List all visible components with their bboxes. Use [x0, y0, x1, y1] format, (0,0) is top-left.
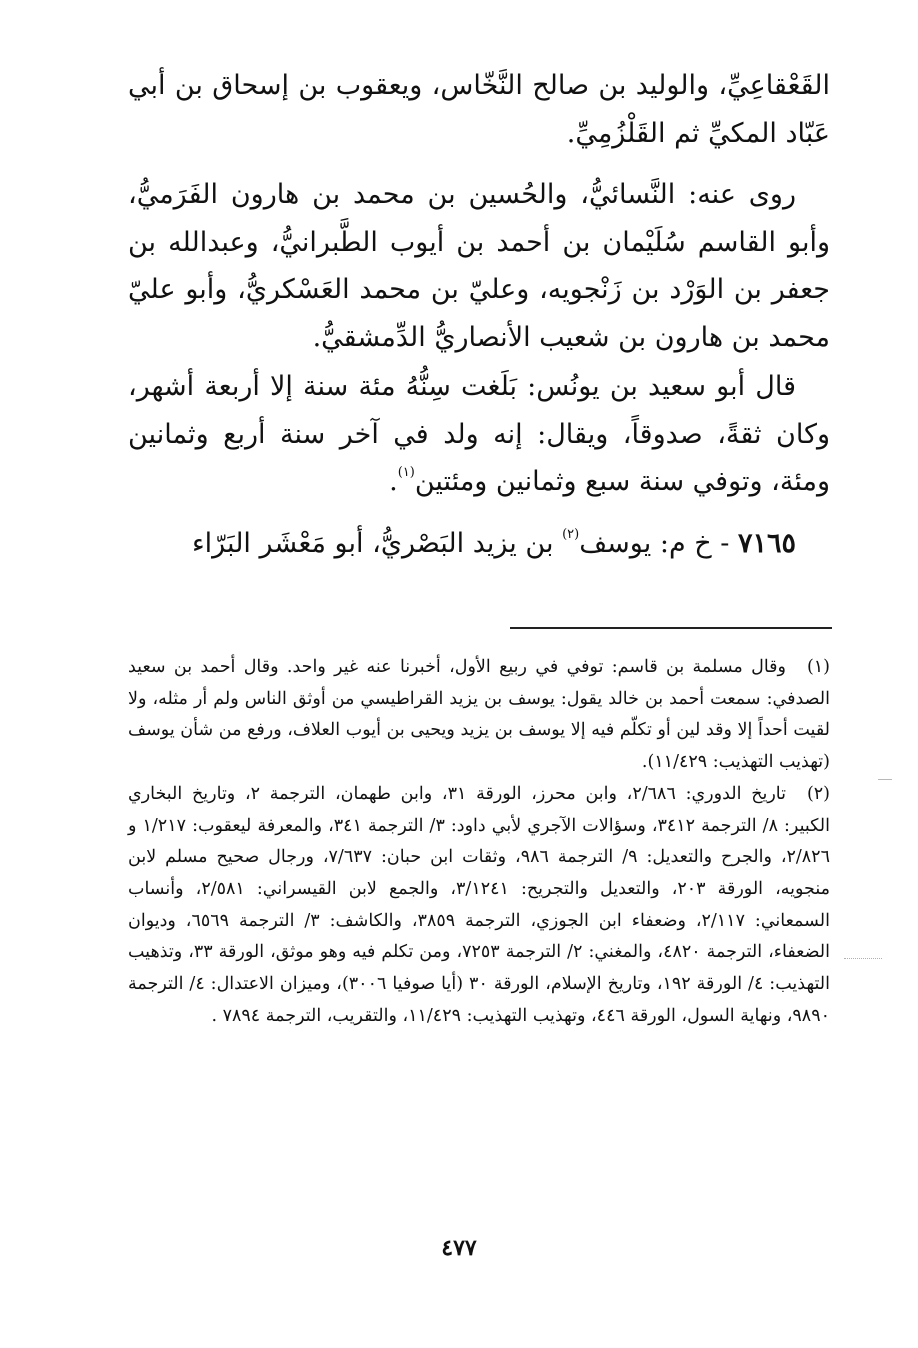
- footnotes: [128, 652, 830, 1032]
- biography-entry-heading: [128, 520, 830, 568]
- footnote-2: [128, 779, 830, 1033]
- footnote-ref-1: (١): [397, 465, 415, 480]
- scan-artifact-mark: [878, 779, 892, 780]
- footnote-1-marker: (١): [806, 657, 830, 677]
- main-text: [128, 62, 830, 567]
- footnote-2-marker: (٢): [806, 783, 830, 804]
- paragraph-ibn-yunus-text: قال أبو سعيد بن يونُس: بَلَغت سِنُّهُ مئة سنة إلا أربعة أشهر، وكان ثقةً، صدوقاً، ويقال: إنه ولد في آخر سنة أربع وثمانين ومئة، وتوفي سنة سبع وثمانين ومئتين: [128, 371, 830, 497]
- footnote-1-text: وقال مسلمة بن قاسم: توفي في ربيع الأول، أخبرنا عنه غير واحد. وقال أحمد بن سعيد الصدفي: سمعت أحمد بن خالد يقول: يوسف بن يزيد القراطيسي من أوثق الناس ولم أر مثله، ولا لقيت أحداً إلا وقد لين أو تكلّم فيه إلا يوسف بن يزيد ويحيى بن أيوب العلاف، ورفع من شأن يوسف (تهذيب التهذيب: ١١/٤٢٩).: [128, 657, 830, 773]
- entry-name-rest: بن يزيد البَصْريُّ، أبو مَعْشَر البَرّاء: [191, 527, 554, 559]
- footnote-1: [128, 652, 830, 779]
- page-number: ٤٧٧: [441, 1235, 477, 1261]
- scan-artifact-mark: [844, 958, 882, 959]
- paragraph-narrators: روى عنه: النَّسائيُّ، والحُسين بن محمد بن هارون الفَرَميُّ، وأبو القاسم سُلَيْمان بن أحمد بن أيوب الطَّبرانيُّ، وعبدالله بن جعفر بن الوَرْد بن زَنْجويه، وعليّ بن محمد العَسْكريُّ، وأبو عليّ محمد بن هارون بن شعيب الأنصاريُّ الدِّمشقيُّ.: [128, 179, 830, 353]
- footnote-separator: [510, 627, 832, 629]
- paragraph-ibn-yunus: [128, 363, 830, 506]
- paragraph-continuation: القَعْقاعِيِّ، والوليد بن صالح النَّخّاس، ويعقوب بن إسحاق بن أبي عَبّاد المكيِّ ثم القَلْزُمِيِّ.: [128, 70, 830, 149]
- entry-number: ٧١٦٥: [737, 527, 796, 559]
- entry-codes: - خ م:: [659, 527, 730, 559]
- footnote-ref-2: (٢): [562, 526, 580, 542]
- paragraph-ibn-yunus-end: .: [389, 466, 398, 497]
- footnote-2-text: تاريخ الدوري: ٢/٦٨٦، وابن محرز، الورقة ٣١، وابن طهمان، الترجمة ٢، وتاريخ البخاري الكبير: ٨/ الترجمة ٣٤١٢، وسؤالات الآجري لأبي داود: ٣/ الترجمة ٣٤١، والمعرفة ليعقوب: ١/٢١٧ و ٢/٨٢٦، والجرح والتعديل: ٩/ الترجمة ٩٨٦، وثقات ابن حبان: ٧/٦٣٧، ورجال صحيح مسلم لابن منجويه، الورقة ٢٠٣، والتعديل والتجريح: ٣/١٢٤١، والجمع لابن القيسراني: ٢/٥٨١، وأنساب السمعاني: ٢/١١٧، وضعفاء ابن الجوزي، الترجمة ٣٨٥٩، والكاشف: ٣/ الترجمة ٦٥٦٩، وديوان الضعفاء، الترجمة ٤٨٢٠، والمغني: ٢/ الترجمة ٧٢٥٣، ومن تكلم فيه وهو موثق، الورقة ٣٣، وتذهيب التهذيب: ٤/ الورقة ١٩٢، وتاريخ الإسلام، الورقة ٣٠ (أيا صوفيا ٣٠٠٦)، وميزان الاعتدال: ٤/ الترجمة ٩٨٩٠، ونهاية السول، الورقة ٤٤٦، وتهذيب التهذيب: ١١/٤٢٩، والتقريب، الترجمة ٧٨٩٤ .: [128, 783, 830, 1026]
- entry-name: يوسف: [579, 527, 652, 559]
